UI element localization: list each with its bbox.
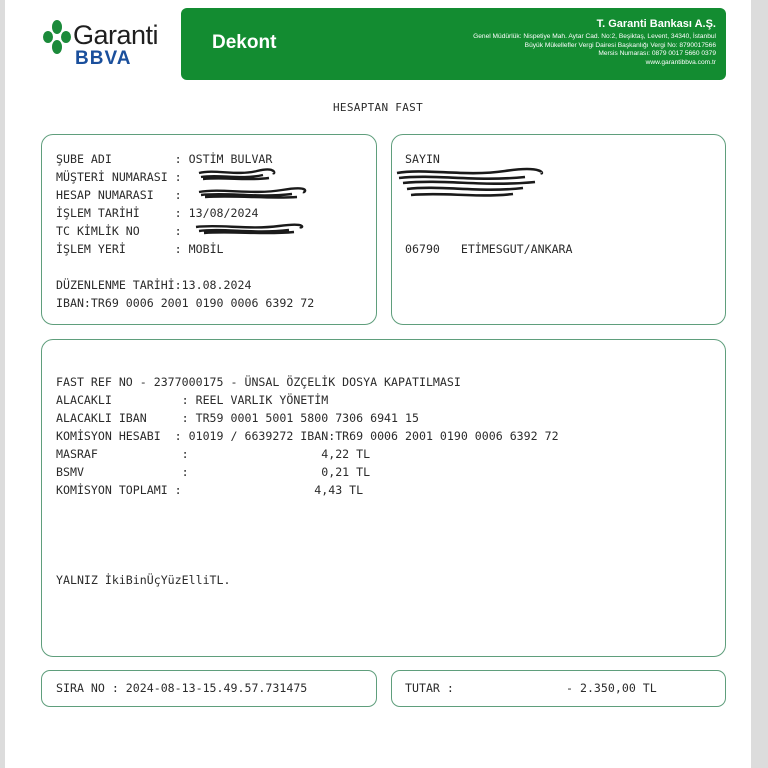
redaction-scribble xyxy=(197,167,277,183)
receipt-sheet xyxy=(5,0,751,768)
garanti-bbva-logo xyxy=(43,14,173,74)
creditor-iban-line: ALACAKLI IBAN : TR59 0001 5001 5800 7306 6941 15 xyxy=(56,411,419,425)
date-row xyxy=(56,206,258,220)
total-label: TUTAR : xyxy=(405,681,454,695)
commission-total-line: KOMİSYON TOPLAMI : 4,43 TL xyxy=(56,483,364,497)
header-banner xyxy=(181,8,726,80)
created-date: DÜZENLENME TARİHİ:13.08.2024 xyxy=(56,278,252,292)
commission-account-line: KOMİSYON HESABI : 01019 / 6639272 IBAN:TR69 0006 2001 0190 0006 6392 72 xyxy=(56,429,559,443)
account-info-box xyxy=(41,134,377,325)
document-title: HESAPTAN FAST xyxy=(333,101,423,114)
redaction-scribble xyxy=(194,221,304,237)
redaction-scribble xyxy=(197,185,307,201)
place-label: İŞLEM YERİ : xyxy=(56,242,189,256)
sequence-number: SIRA NO : 2024-08-13-15.49.57.731475 xyxy=(56,681,308,695)
branch-value: OSTİM BULVAR xyxy=(188,152,273,166)
total-amount: - 2.350,00 TL xyxy=(566,681,657,695)
fast-ref-line: FAST REF NO - 2377000175 - ÜNSAL ÖZÇELİK DOSYA KAPATILMASI xyxy=(56,375,461,389)
total-box xyxy=(391,670,726,707)
greeting: SAYIN xyxy=(405,152,440,166)
branch-row xyxy=(56,152,272,166)
creditor-line: ALACAKLI : REEL VARLIK YÖNETİM xyxy=(56,393,329,407)
branch-label: ŞUBE ADI : xyxy=(56,152,189,166)
bank-tax-info: Büyük Mükellefler Vergi Dairesi Başkanlığı Vergi No: 8790017566 xyxy=(524,41,716,49)
clover-icon xyxy=(43,20,71,54)
bank-address: Genel Müdürlük: Nispetiye Mah. Aytar Cad. No:2, Beşiktaş, Levent, 34340, İstanbul xyxy=(473,33,716,40)
tc-row xyxy=(56,224,189,238)
date-label: İŞLEM TARİHİ : xyxy=(56,206,189,220)
transaction-details-box xyxy=(41,339,726,657)
bank-info xyxy=(473,18,716,67)
account-no-label: HESAP NUMARASI : xyxy=(56,188,189,202)
date-value: 13/08/2024 xyxy=(188,206,259,220)
account-no-row xyxy=(56,188,189,202)
expense-line: MASRAF : 4,22 TL xyxy=(56,447,371,461)
customer-no-label: MÜŞTERİ NUMARASI : xyxy=(56,170,189,184)
customer-no-row xyxy=(56,170,189,184)
tc-label: TC KİMLİK NO : xyxy=(56,224,189,238)
amount-in-words: YALNIZ İkiBinÜçYüzElliTL. xyxy=(56,573,231,587)
bsmv-line: BSMV : 0,21 TL xyxy=(56,465,371,479)
place-value: MOBİL xyxy=(188,242,224,256)
bank-mersis: Mersis Numarası: 0879 0017 5660 0379 xyxy=(598,50,716,58)
recipient-box xyxy=(391,134,726,325)
address-line: 06790 ETİMESGUT/ANKARA xyxy=(405,242,573,256)
bank-name: T. Garanti Bankası A.Ş. xyxy=(596,18,716,30)
logo-sub: BBVA xyxy=(75,48,132,69)
account-iban: IBAN:TR69 0006 2001 0190 0006 6392 72 xyxy=(56,296,315,310)
place-row xyxy=(56,242,224,256)
redaction-scribble xyxy=(395,165,545,205)
logo-word: Garanti xyxy=(73,20,159,50)
banner-title: Dekont xyxy=(212,32,277,53)
sequence-box xyxy=(41,670,377,707)
bank-website: www.garantibbva.com.tr xyxy=(645,58,716,66)
